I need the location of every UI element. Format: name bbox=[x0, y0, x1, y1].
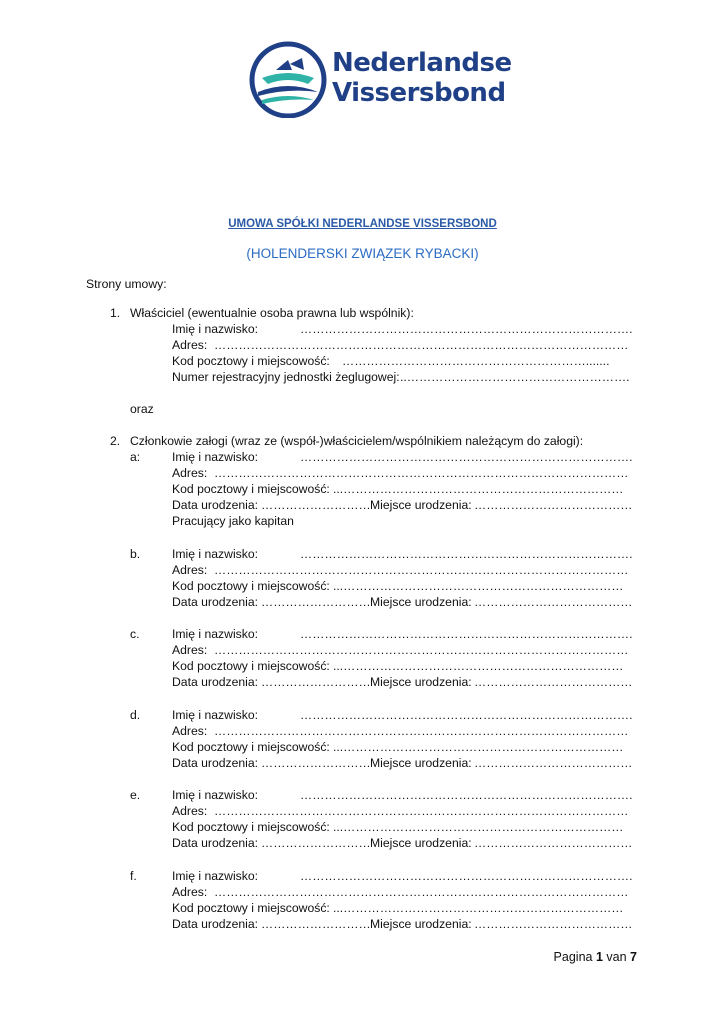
crew-postal-label: Kod pocztowy i miejscowość: bbox=[172, 482, 330, 496]
footer-mid: van bbox=[606, 950, 627, 964]
owner-postal-field[interactable]: ……………………………………………………....... bbox=[342, 354, 610, 368]
crew-pob-field[interactable]: ………………………………… bbox=[474, 917, 633, 931]
footer-page-number: 1 bbox=[595, 950, 603, 964]
crew-dob-label: Data urodzenia: bbox=[172, 595, 259, 609]
crew-member-letter: b. bbox=[130, 547, 141, 561]
crew-postal-field[interactable]: ...…………………………………………………………… bbox=[333, 579, 624, 593]
crew-pob-label: Miejsce urodzenia: bbox=[370, 756, 472, 770]
crew-member-letter: c. bbox=[130, 627, 140, 641]
owner-name-label: Imię i nazwisko: bbox=[172, 322, 259, 336]
crew-name-label: Imię i nazwisko: bbox=[172, 788, 259, 802]
owner-registration-label: Numer rejestracyjny jednostki żeglugowej: bbox=[172, 370, 400, 384]
owner-address-label: Adres: bbox=[172, 338, 208, 352]
crew-name-field[interactable]: ………………………………………………………………………. bbox=[300, 450, 633, 464]
crew-address-label: Adres: bbox=[172, 466, 208, 480]
crew-name-label: Imię i nazwisko: bbox=[172, 708, 259, 722]
crew-dob-field[interactable]: ……………………… bbox=[261, 836, 371, 850]
crew-pob-field[interactable]: ………………………………… bbox=[474, 595, 633, 609]
crew-name-field[interactable]: ………………………………………………………………………. bbox=[300, 627, 633, 641]
owner-registration-field[interactable]: ..………………………………………………. bbox=[400, 370, 630, 384]
crew-name-label: Imię i nazwisko: bbox=[172, 627, 259, 641]
crew-name-field[interactable]: ………………………………………………………………………. bbox=[300, 869, 633, 883]
crew-captain-note: Pracujący jako kapitan bbox=[172, 514, 294, 528]
logo bbox=[248, 40, 512, 118]
crew-name-label: Imię i nazwisko: bbox=[172, 450, 259, 464]
crew-name-field[interactable]: ………………………………………………………………………. bbox=[300, 788, 633, 802]
crew-postal-field[interactable]: ...…………………………………………………………… bbox=[333, 659, 624, 673]
crew-pob-field[interactable]: ………………………………… bbox=[474, 675, 633, 689]
crew-dob-field[interactable]: ……………………… bbox=[261, 917, 371, 931]
owner-name-field[interactable]: ………………………………………………………………………. bbox=[300, 322, 633, 336]
crew-pob-label: Miejsce urodzenia: bbox=[370, 498, 472, 512]
crew-pob-label: Miejsce urodzenia: bbox=[370, 595, 472, 609]
crew-dob-field[interactable]: ……………………… bbox=[261, 498, 371, 512]
crew-member-letter: a: bbox=[130, 450, 141, 464]
crew-address-label: Adres: bbox=[172, 724, 208, 738]
fishing-boat-logo-icon bbox=[248, 40, 328, 118]
crew-member-letter: d. bbox=[130, 708, 141, 722]
crew-name-label: Imię i nazwisko: bbox=[172, 547, 259, 561]
crew-pob-field[interactable]: ………………………………… bbox=[474, 498, 633, 512]
crew-number: 2. bbox=[110, 434, 121, 448]
crew-address-label: Adres: bbox=[172, 885, 208, 899]
crew-postal-field[interactable]: ...…………………………………………………………… bbox=[333, 820, 624, 834]
owner-heading: Właściciel (ewentualnie osoba prawna lub wspólnik): bbox=[130, 306, 414, 320]
crew-heading: Członkowie załogi (wraz ze (współ-)właścicielem/wspólnikiem należącym do załogi): bbox=[130, 434, 584, 448]
crew-postal-field[interactable]: ...…………………………………………………………… bbox=[333, 482, 624, 496]
crew-pob-field[interactable]: ………………………………… bbox=[474, 756, 633, 770]
crew-pob-label: Miejsce urodzenia: bbox=[370, 675, 472, 689]
crew-name-field[interactable]: ………………………………………………………………………. bbox=[300, 708, 633, 722]
crew-postal-label: Kod pocztowy i miejscowość: bbox=[172, 740, 330, 754]
document-title: UMOWA SPÓŁKI NEDERLANDSE VISSERSBOND bbox=[228, 218, 497, 230]
document-subtitle: (HOLENDERSKI ZWIĄZEK RYBACKI) bbox=[246, 246, 479, 261]
crew-address-label: Adres: bbox=[172, 563, 208, 577]
crew-postal-label: Kod pocztowy i miejscowość: bbox=[172, 659, 330, 673]
owner-postal-label: Kod pocztowy i miejscowość: bbox=[172, 354, 330, 368]
crew-postal-field[interactable]: ...…………………………………………………………… bbox=[333, 740, 624, 754]
crew-address-field[interactable]: ………………………………………………………………………………………… bbox=[214, 724, 629, 738]
crew-dob-field[interactable]: ……………………… bbox=[261, 756, 371, 770]
crew-postal-label: Kod pocztowy i miejscowość: bbox=[172, 901, 330, 915]
crew-address-field[interactable]: ………………………………………………………………………………………… bbox=[214, 804, 629, 818]
crew-postal-label: Kod pocztowy i miejscowość: bbox=[172, 579, 330, 593]
crew-address-label: Adres: bbox=[172, 804, 208, 818]
owner-number: 1. bbox=[110, 306, 121, 320]
crew-dob-field[interactable]: ……………………… bbox=[261, 595, 371, 609]
crew-dob-label: Data urodzenia: bbox=[172, 498, 259, 512]
crew-postal-label: Kod pocztowy i miejscowość: bbox=[172, 820, 330, 834]
page-footer bbox=[554, 950, 637, 964]
parties-label: Strony umowy: bbox=[86, 277, 167, 291]
logo-text-line1: Nederlandse bbox=[332, 48, 512, 78]
crew-name-field[interactable]: ………………………………………………………………………. bbox=[300, 547, 633, 561]
footer-prefix: Pagina bbox=[553, 950, 593, 964]
crew-dob-field[interactable]: ……………………… bbox=[261, 675, 371, 689]
crew-address-field[interactable]: ………………………………………………………………………………………… bbox=[214, 885, 629, 899]
footer-total-pages: 7 bbox=[630, 950, 637, 964]
crew-pob-field[interactable]: ………………………………… bbox=[474, 836, 633, 850]
crew-member-letter: e. bbox=[130, 788, 141, 802]
crew-dob-label: Data urodzenia: bbox=[172, 917, 259, 931]
owner-address-field[interactable]: ………………………………………………………………………………………… bbox=[214, 338, 629, 352]
crew-address-field[interactable]: ………………………………………………………………………………………… bbox=[214, 466, 629, 480]
crew-postal-field[interactable]: ...…………………………………………………………… bbox=[333, 901, 624, 915]
crew-dob-label: Data urodzenia: bbox=[172, 836, 259, 850]
crew-address-label: Adres: bbox=[172, 643, 208, 657]
crew-dob-label: Data urodzenia: bbox=[172, 756, 259, 770]
crew-member-letter: f. bbox=[130, 869, 137, 883]
crew-address-field[interactable]: ………………………………………………………………………………………… bbox=[214, 563, 629, 577]
crew-pob-label: Miejsce urodzenia: bbox=[370, 917, 472, 931]
crew-address-field[interactable]: ………………………………………………………………………………………… bbox=[214, 643, 629, 657]
crew-dob-label: Data urodzenia: bbox=[172, 675, 259, 689]
crew-pob-label: Miejsce urodzenia: bbox=[370, 836, 472, 850]
oraz-text: oraz bbox=[130, 402, 154, 416]
crew-name-label: Imię i nazwisko: bbox=[172, 869, 259, 883]
logo-text-line2: Vissersbond bbox=[332, 78, 506, 108]
